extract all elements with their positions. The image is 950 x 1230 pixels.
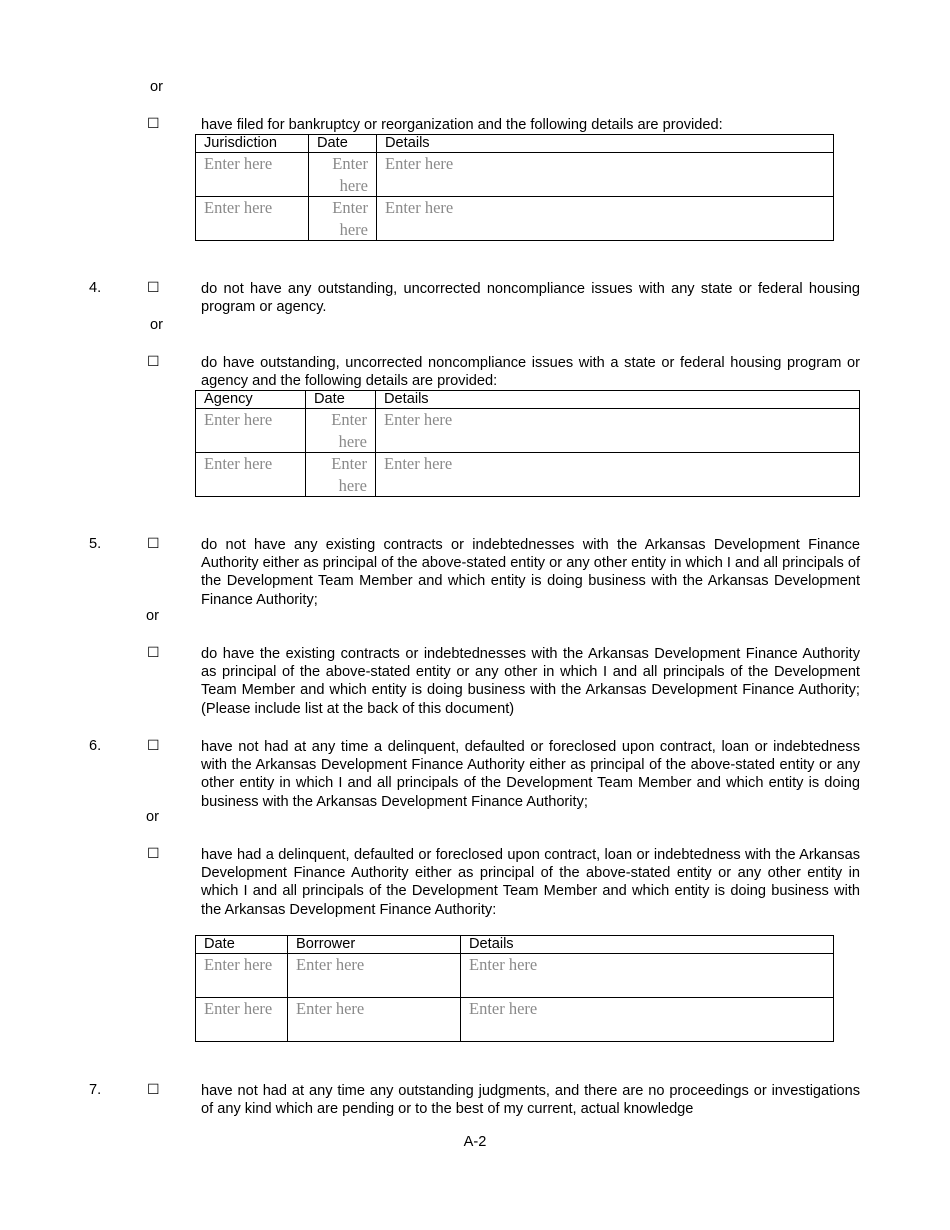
agency-field[interactable]: Enter here [196, 453, 306, 497]
noncompliance-table [195, 390, 860, 497]
details-field[interactable]: Enter here [376, 453, 860, 497]
table-header-row [196, 391, 860, 409]
borrower-field[interactable]: Enter here [288, 954, 461, 998]
or-label: or [150, 317, 163, 333]
table-header-row [196, 135, 834, 153]
item-number: 4. [89, 280, 102, 296]
jurisdiction-field[interactable]: Enter here [196, 153, 309, 197]
item4-option-a-checkbox[interactable]: ☐ [147, 280, 160, 296]
or-label: or [150, 79, 163, 95]
item5-option-a-checkbox[interactable]: ☐ [147, 536, 160, 552]
column-header: Details [376, 391, 860, 409]
or-label: or [146, 608, 159, 624]
table-row [196, 998, 834, 1042]
column-header: Borrower [288, 936, 461, 954]
item-number: 7. [89, 1082, 102, 1098]
item-number: 6. [89, 738, 102, 754]
details-field[interactable]: Enter here [377, 153, 834, 197]
item6-option-b-text: have had a delinquent, defaulted or foreclosed upon contract, loan or indebtedness with the Arkansas Development Finance Authority either as principal of the above-stated entity or any other entity in which I and all principals of the Development Team Member and which entity is doing business with the Arkansas Development Finance Authority: [201, 847, 860, 918]
table-row [196, 954, 834, 998]
bankruptcy-table [195, 134, 834, 241]
table-row [196, 409, 860, 453]
column-header: Details [461, 936, 834, 954]
date-field[interactable]: Enter here [309, 197, 377, 241]
bankruptcy-text: have filed for bankruptcy or reorganization and the following details are provided: [201, 117, 723, 133]
agency-field[interactable]: Enter here [196, 409, 306, 453]
item5-option-a-text: do not have any existing contracts or indebtednesses with the Arkansas Development Finance Authority either as principal of the above-stated entity or any other entity in which I and all principals of the Development Team Member and which entity is doing business with the Arkansas Development Finance Authority; [201, 537, 860, 608]
item4-option-a-text: do not have any outstanding, uncorrected noncompliance issues with any state or federal housing program or agency. [201, 281, 860, 316]
item5-option-b-checkbox[interactable]: ☐ [147, 645, 160, 661]
details-field[interactable]: Enter here [377, 197, 834, 241]
details-field[interactable]: Enter here [461, 954, 834, 998]
date-field[interactable]: Enter here [306, 453, 376, 497]
column-header: Details [377, 135, 834, 153]
column-header: Date [309, 135, 377, 153]
column-header: Date [306, 391, 376, 409]
item4-option-b-checkbox[interactable]: ☐ [147, 354, 160, 370]
column-header: Agency [196, 391, 306, 409]
borrower-field[interactable]: Enter here [288, 998, 461, 1042]
table-header-row [196, 936, 834, 954]
item6-option-a-checkbox[interactable]: ☐ [147, 738, 160, 754]
date-field[interactable]: Enter here [306, 409, 376, 453]
table-row [196, 197, 834, 241]
table-row [196, 453, 860, 497]
item7-option-a-text: have not had at any time any outstanding judgments, and there are no proceedings or investigations of any kind which are pending or to the best of my current, actual knowledge [201, 1083, 860, 1118]
date-field[interactable]: Enter here [309, 153, 377, 197]
table-row [196, 153, 834, 197]
page-number: A-2 [463, 1134, 487, 1150]
item6-option-b-checkbox[interactable]: ☐ [147, 846, 160, 862]
date-field[interactable]: Enter here [196, 998, 288, 1042]
item6-option-a-text: have not had at any time a delinquent, defaulted or foreclosed upon contract, loan or indebtedness with the Arkansas Development Finance Authority either as principal of the above-stated entity or any other entity in which I and all principals of the Development Team Member and which entity is doing business with the Arkansas Development Finance Authority; [201, 739, 860, 810]
jurisdiction-field[interactable]: Enter here [196, 197, 309, 241]
item-number: 5. [89, 536, 102, 552]
item4-option-b-text: do have outstanding, uncorrected noncompliance issues with a state or federal housing program or agency and the following details are provided: [201, 355, 860, 390]
details-field[interactable]: Enter here [376, 409, 860, 453]
item5-option-b-text: do have the existing contracts or indebtednesses with the Arkansas Development Finance Authority as principal of the above-stated entity or any other in which I and all principals of the Development Team Member and which entity is doing business with the Arkansas Development Finance Authority; (Please include list at the back of this document) [201, 646, 860, 717]
column-header: Date [196, 936, 288, 954]
column-header: Jurisdiction [196, 135, 309, 153]
or-label: or [146, 809, 159, 825]
item7-option-a-checkbox[interactable]: ☐ [147, 1082, 160, 1098]
delinquency-table [195, 935, 834, 1042]
bankruptcy-checkbox[interactable]: ☐ [147, 116, 160, 132]
details-field[interactable]: Enter here [461, 998, 834, 1042]
date-field[interactable]: Enter here [196, 954, 288, 998]
